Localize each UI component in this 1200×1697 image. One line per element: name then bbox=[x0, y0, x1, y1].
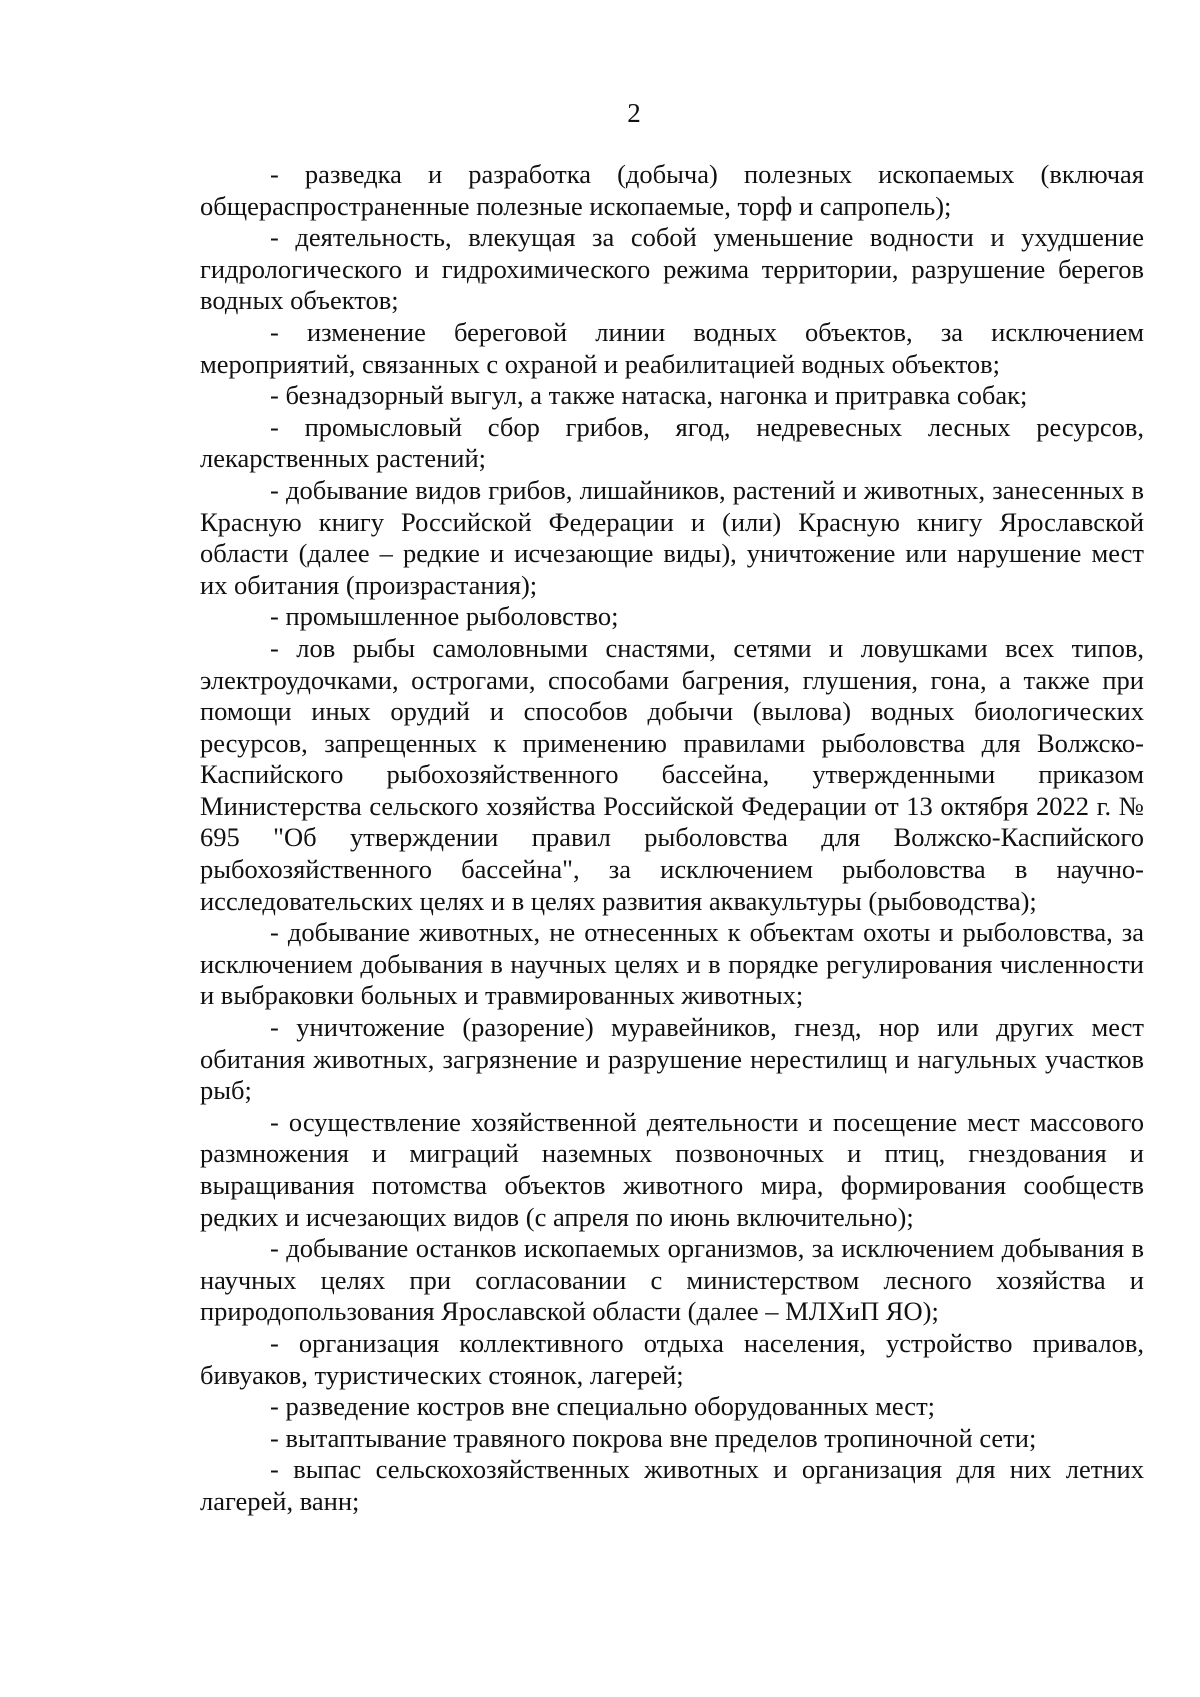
list-item: - добывание животных, не отнесенных к объектам охоты и рыболовства, за исключением добывания в научных целях и в порядке регулирования численности и выбраковки больных и травмированных животных; bbox=[200, 917, 1144, 1011]
document-body bbox=[200, 159, 1144, 1518]
list-item: - добывание видов грибов, лишайников, растений и животных, занесенных в Красную книгу Российской Федерации и (или) Красную книгу Ярославской области (далее – редкие и исчезающие виды), уничтожение или нарушение мест их обитания (произрастания); bbox=[200, 474, 1144, 600]
list-item: - деятельность, влекущая за собой уменьшение водности и ухудшение гидрологического и гидрохимического режима территории, разрушение берегов водных объектов; bbox=[200, 222, 1144, 316]
list-item: - промысловый сбор грибов, ягод, недревесных лесных ресурсов, лекарственных растений; bbox=[200, 411, 1144, 474]
list-item: - разведка и разработка (добыча) полезных ископаемых (включая общераспространенные полезные ископаемые, торф и сапропель); bbox=[200, 159, 1144, 221]
list-item: - безнадзорный выгул, а также натаска, нагонка и притравка собак; bbox=[270, 380, 1028, 411]
list-item: - промышленное рыболовство; bbox=[270, 601, 619, 632]
list-item: - организация коллективного отдыха населения, устройство привалов, бивуаков, туристических стоянок, лагерей; bbox=[200, 1327, 1144, 1390]
list-item: - уничтожение (разорение) муравейников, гнезд, нор или других мест обитания животных, загрязнение и разрушение нерестилищ и нагульных участков рыб; bbox=[200, 1012, 1144, 1106]
list-item: - добывание останков ископаемых организмов, за исключением добывания в научных целях при согласовании с министерством лесного хозяйства и природопользования Ярославской области (далее – МЛХиП ЯО); bbox=[200, 1233, 1144, 1327]
list-item: - разведение костров вне специально оборудованных мест; bbox=[270, 1391, 936, 1422]
list-item: - вытаптывание травяного покрова вне пределов тропиночной сети; bbox=[270, 1422, 1037, 1453]
list-item: - изменение береговой линии водных объектов, за исключением мероприятий, связанных с охраной и реабилитацией водных объектов; bbox=[200, 316, 1144, 379]
list-item: - осуществление хозяйственной деятельности и посещение мест массового размножения и миграций наземных позвоночных и птиц, гнездования и выращивания потомства объектов животного мира, формирования сообществ редких и исчезающих видов (с апреля по июнь включительно); bbox=[200, 1106, 1144, 1232]
list-item: - выпас сельскохозяйственных животных и организация для них летних лагерей, ванн; bbox=[200, 1454, 1144, 1516]
page-number: 2 bbox=[627, 98, 641, 128]
list-item: - лов рыбы самоловными снастями, сетями и ловушками всех типов, электроудочками, острогами, способами багрения, глушения, гона, а также при помощи иных орудий и способов добычи (вылова) водных биологических ресурсов, запрещенных к применению правилами рыболовства для Волжско-Каспийского рыбохозяйственного бассейна, утвержденными приказом Министерства сельского хозяйства Российской Федерации от 13 октября 2022 г. № 695 "Об утверждении правил рыболовства для Волжско-Каспийского рыбохозяйственного бассейна", за исключением рыболовства в научно-исследовательских целях и в целях развития аквакультуры (рыбоводства); bbox=[200, 632, 1144, 916]
